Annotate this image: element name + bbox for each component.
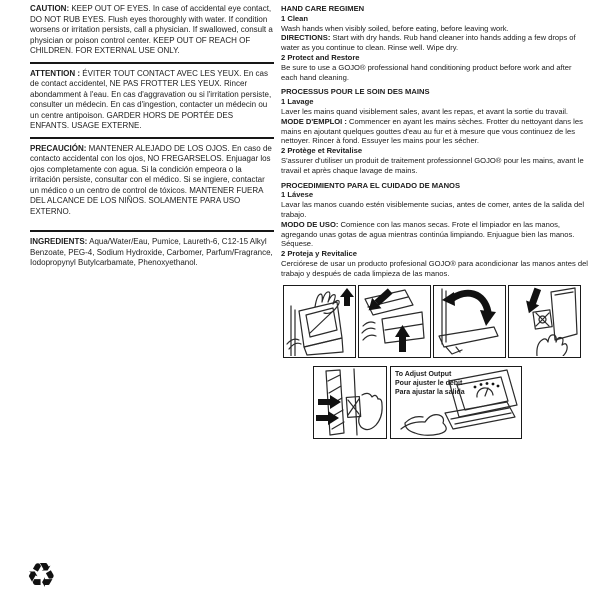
precaucion-text: MANTENER ALEJADO DE LOS OJOS. En caso de contacto accidental con los ojos, NO FREGARSELOS. Enjuagar los ojos completamente con agua. Si la condición empeora o la irritación persiste, consultar con el médico. Si se ingiere, contactar un médico o un centro de control de tóxicos. MANTENER FUERA DEL ALCANCE DE LOS NIÑOS. SOLAMENTE PARA USO EXTERNO. — [30, 143, 272, 216]
swing-cover-diagram — [434, 286, 504, 356]
attention-paragraph — [30, 69, 274, 132]
hand-care-regimen-section-en — [281, 4, 589, 82]
step2-label: 2 Protect and Restore — [281, 52, 360, 62]
latch-arrow-bottom-icon — [316, 411, 339, 425]
attention-text: ÉVITER TOUT CONTACT AVEC LES YEUX. En cas de contact accidentel, NE PAS FROTTER LES YEUX. Rincer abondamment à l'eau. En cas d'aggravation ou si l'irritation persiste, consulter un médecin. En cas d'ingestion, contacter un médecin ou un centre antipoison. GARDER HORS DE PORTÉE DES ENFANTS. USAGE EXTERNE. — [30, 68, 272, 130]
adjust-diagrams-row — [313, 366, 522, 439]
divider — [30, 62, 274, 64]
step2-label: 2 Proteja y Revitalice — [281, 249, 357, 259]
adjust-output-line-fr: Pour ajuster le debit — [395, 380, 463, 387]
swing-arrow-tail-icon — [442, 292, 455, 306]
recycle-icon: ♻ — [26, 557, 57, 595]
step1-label: 1 Lavage — [281, 97, 314, 107]
ingredients-paragraph — [30, 237, 274, 269]
adjust-output-caption — [395, 370, 465, 397]
step2-text: Be sure to use a GOJO® professional hand conditioning product before work and after each hand cleaning. — [281, 62, 572, 82]
directions-text: Commencer en ayant les mains sèches. Frotter du nettoyant dans les mains en ajoutant quelques gouttes d'eau au fur et à mesure que vous continuez de les nettoyer. Rincer à fond. Essuyer les mains pour les sécher. — [281, 116, 583, 146]
diagram-panel-1 — [283, 285, 356, 358]
lift-cover-diagram — [284, 286, 354, 356]
step1-text: Wash hands when visibly soiled, before eating, before leaving work. — [281, 23, 509, 33]
directions-paragraph — [281, 33, 589, 53]
snap-nozzle-diagram — [509, 286, 579, 356]
hand-care-regimen-section-fr — [281, 87, 589, 175]
directions-paragraph — [281, 220, 589, 249]
dial-pointer-icon — [485, 388, 488, 396]
directions-paragraph — [281, 117, 589, 146]
directions-label: MODE D'EMPLOI : — [281, 116, 347, 126]
directions-label: DIRECTIONS: — [281, 33, 331, 43]
section-title: PROCESSUS POUR LE SOIN DES MAINS — [281, 87, 430, 97]
divider — [30, 230, 274, 232]
step2-text: Cerciórese de usar un producto profesional GOJO® para acondicionar las manos antes del trabajo y después de cada limpieza de las manos. — [281, 258, 588, 278]
caution-label: CAUTION: — [30, 4, 70, 13]
precaucion-paragraph — [30, 144, 274, 218]
swing-arrow-head-icon — [480, 310, 496, 326]
divider — [30, 137, 274, 139]
precaucion-label: PRECAUCIÓN: — [30, 143, 87, 153]
step1-text: Lavar las manos cuando estén visiblemente sucias, antes de comer, antes de la salida del trabajo. — [281, 200, 585, 219]
release-latch-diagram — [314, 367, 385, 437]
section-title: PROCEDIMIENTO PARA EL CUIDADO DE MANOS — [281, 180, 461, 190]
diagram-panel-4 — [508, 285, 581, 358]
diagram-panel-3 — [433, 285, 506, 358]
hand-care-regimen-section-es — [281, 181, 589, 279]
attention-label: ATTENTION : — [30, 68, 81, 78]
caution-paragraph — [30, 4, 274, 57]
adjust-output-line-en: To Adjust Output — [395, 371, 452, 378]
directions-text: Comience con las manos secas. Frote el limpiador en las manos, agregando unas gotas de agua mientras continúa limpiando. Enjuague bien las manos. Séquese. — [281, 219, 575, 249]
installation-diagrams-row — [283, 285, 581, 358]
caution-text: KEEP OUT OF EYES. In case of accidental eye contact, DO NOT RUB EYES. Flush eyes thoroughly with water. If condition worsens or irritation persists, call a physician. If swallowed, consult a physician or poison control center. KEEP OUT OF REACH OF CHILDREN. FOR EXTERNAL USE ONLY. — [30, 4, 273, 55]
diagram-panel-6 — [390, 366, 522, 439]
ingredients-text: Aqua/Water/Eau, Pumice, Laureth-6, C12-15 Alkyl Benzoate, PEG-4, Sodium Hydroxide, Carbomer, Parfum/Fragrance, Iodopropynyl Butylcarbamate, Phenoxyethanol. — [30, 237, 273, 267]
insert-refill-diagram — [359, 286, 429, 356]
step1-text: Laver les mains quand visiblement sales, avant les repas, et avant la sortie du travail. — [281, 106, 569, 116]
section-title: HAND CARE REGIMEN — [281, 4, 365, 13]
up-arrow-icon — [340, 288, 354, 306]
directions-label: MODO DE USO: — [281, 219, 339, 229]
regimen-column — [281, 4, 589, 284]
ingredients-label: INGREDIENTS: — [30, 237, 88, 246]
step2-text: S'assurer d'utiliser un produit de traitement professionnel GOJO® pour les mains, avant le travail et après chaque lavage de mains. — [281, 155, 584, 175]
diagram-panel-2 — [358, 285, 431, 358]
push-up-arrow-icon — [395, 325, 410, 352]
adjust-output-line-es: Para ajustar la salida — [395, 389, 465, 396]
warnings-column — [30, 4, 274, 269]
step1-label: 1 Clean — [281, 13, 309, 23]
latch-arrow-top-icon — [318, 395, 341, 409]
diagram-panel-5 — [313, 366, 387, 439]
directions-text: Start with dry hands. Rub hand cleaner into hands adding a few drops of water as you continue to clean. Rinse well. Wipe dry. — [281, 33, 576, 53]
step2-label: 2 Protège et Revitalise — [281, 146, 363, 156]
step1-label: 1 Lávese — [281, 190, 314, 200]
